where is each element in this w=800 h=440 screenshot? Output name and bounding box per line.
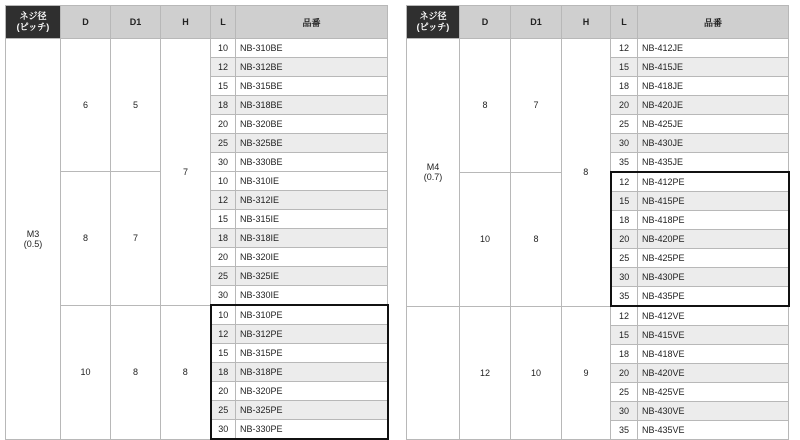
thread-cell [6, 39, 61, 440]
length-value: 10 [211, 172, 236, 191]
part-number: NB-330PE [236, 420, 388, 440]
length-value: 30 [211, 420, 236, 440]
thread-header-label: ネジ径 [419, 11, 447, 21]
d1-value: 7 [511, 39, 562, 173]
table-row [407, 306, 789, 326]
d-header: D [61, 6, 111, 39]
part-number: NB-418JE [638, 77, 789, 96]
table-row [6, 39, 388, 58]
part-number: NB-330BE [236, 153, 388, 172]
d1-value: 10 [511, 306, 562, 440]
length-value: 35 [611, 287, 638, 307]
part-number: NB-320IE [236, 248, 388, 267]
h-value: 8 [562, 39, 611, 307]
part-number: NB-415JE [638, 58, 789, 77]
thread-size: M3 [26, 228, 40, 239]
length-value: 12 [611, 306, 638, 326]
length-value: 20 [611, 96, 638, 115]
length-value: 12 [611, 172, 638, 192]
part-number: NB-330IE [236, 286, 388, 306]
length-value: 30 [211, 286, 236, 306]
part-number: NB-312PE [236, 325, 388, 344]
part-number: NB-318PE [236, 363, 388, 382]
length-value: 25 [211, 134, 236, 153]
part-number: NB-415VE [638, 326, 789, 345]
part-number: NB-430PE [638, 268, 789, 287]
d-value: 8 [61, 172, 111, 306]
length-value: 30 [211, 153, 236, 172]
length-value: 30 [611, 268, 638, 287]
d1-value: 5 [111, 39, 161, 172]
part-number: NB-412VE [638, 306, 789, 326]
length-value: 30 [611, 134, 638, 153]
part-number: NB-420PE [638, 230, 789, 249]
part-number: NB-312BE [236, 58, 388, 77]
l-header: L [211, 6, 236, 39]
length-value: 15 [211, 344, 236, 363]
length-value: 20 [611, 230, 638, 249]
d-value: 8 [460, 39, 511, 173]
empty-thread-cell [407, 306, 460, 440]
part-number: NB-318IE [236, 229, 388, 248]
h-value: 7 [161, 39, 211, 306]
l-header: L [611, 6, 638, 39]
part-number: NB-315IE [236, 210, 388, 229]
part-number: NB-435PE [638, 287, 789, 307]
length-value: 35 [611, 153, 638, 173]
part-number: NB-325IE [236, 267, 388, 286]
part-number: NB-315PE [236, 344, 388, 363]
length-value: 18 [611, 77, 638, 96]
pitch-header-label: (ピッチ) [16, 22, 50, 32]
part-number: NB-418VE [638, 345, 789, 364]
part-number: NB-315BE [236, 77, 388, 96]
length-value: 30 [611, 402, 638, 421]
thread-cell [407, 39, 460, 307]
part-number: NB-435JE [638, 153, 789, 173]
part-number: NB-425JE [638, 115, 789, 134]
d1-value: 8 [511, 172, 562, 306]
d-value: 6 [61, 39, 111, 172]
pitch-header-label: (ピッチ) [416, 22, 450, 32]
length-value: 20 [211, 248, 236, 267]
length-value: 15 [211, 77, 236, 96]
part-number-header: 品番 [236, 6, 388, 39]
length-value: 18 [611, 345, 638, 364]
thread-pitch: (0.7) [423, 172, 443, 183]
thread-pitch: (0.5) [23, 238, 43, 249]
length-value: 15 [211, 210, 236, 229]
length-value: 12 [211, 191, 236, 210]
part-number: NB-320PE [236, 382, 388, 401]
part-number-header: 品番 [638, 6, 789, 39]
d1-header: D1 [111, 6, 161, 39]
length-value: 15 [611, 326, 638, 345]
header-row [6, 6, 388, 39]
thread-header-label: ネジ径 [19, 11, 47, 21]
thread-pitch-header [6, 6, 61, 39]
part-number: NB-310BE [236, 39, 388, 58]
length-value: 12 [611, 39, 638, 58]
part-number: NB-418PE [638, 211, 789, 230]
h-header: H [161, 6, 211, 39]
length-value: 12 [211, 325, 236, 344]
d-value: 10 [460, 172, 511, 306]
part-number: NB-412PE [638, 172, 789, 192]
part-number: NB-318BE [236, 96, 388, 115]
h-header: H [562, 6, 611, 39]
part-number: NB-310PE [236, 305, 388, 325]
d1-value: 8 [111, 305, 161, 439]
part-number: NB-325BE [236, 134, 388, 153]
part-number: NB-420JE [638, 96, 789, 115]
part-number: NB-312IE [236, 191, 388, 210]
length-value: 10 [211, 305, 236, 325]
part-number: NB-430JE [638, 134, 789, 153]
d-header: D [460, 6, 511, 39]
length-value: 25 [611, 249, 638, 268]
length-value: 20 [211, 382, 236, 401]
length-value: 10 [211, 39, 236, 58]
length-value: 25 [211, 401, 236, 420]
table-row [407, 39, 789, 58]
table-row [6, 305, 388, 325]
part-number: NB-430VE [638, 402, 789, 421]
part-number: NB-435VE [638, 421, 789, 440]
length-value: 18 [211, 229, 236, 248]
length-value: 25 [211, 267, 236, 286]
length-value: 20 [611, 364, 638, 383]
length-value: 18 [211, 96, 236, 115]
part-number: NB-320BE [236, 115, 388, 134]
d1-value: 7 [111, 172, 161, 306]
length-value: 18 [211, 363, 236, 382]
length-value: 35 [611, 421, 638, 440]
h-value: 9 [562, 306, 611, 440]
h-value: 8 [161, 305, 211, 439]
part-number: NB-425PE [638, 249, 789, 268]
d-value: 12 [460, 306, 511, 440]
part-number: NB-425VE [638, 383, 789, 402]
part-number: NB-420VE [638, 364, 789, 383]
length-value: 25 [611, 383, 638, 402]
length-value: 25 [611, 115, 638, 134]
length-value: 18 [611, 211, 638, 230]
part-number: NB-325PE [236, 401, 388, 420]
header-row [407, 6, 789, 39]
part-number: NB-310IE [236, 172, 388, 191]
length-value: 15 [611, 58, 638, 77]
part-number: NB-412JE [638, 39, 789, 58]
m3-spec-table [5, 5, 389, 440]
d1-header: D1 [511, 6, 562, 39]
m4-spec-table [406, 5, 790, 440]
thread-size: M4 [426, 162, 440, 173]
length-value: 20 [211, 115, 236, 134]
part-number: NB-415PE [638, 192, 789, 211]
d-value: 10 [61, 305, 111, 439]
thread-pitch-header [407, 6, 460, 39]
length-value: 12 [211, 58, 236, 77]
length-value: 15 [611, 192, 638, 211]
